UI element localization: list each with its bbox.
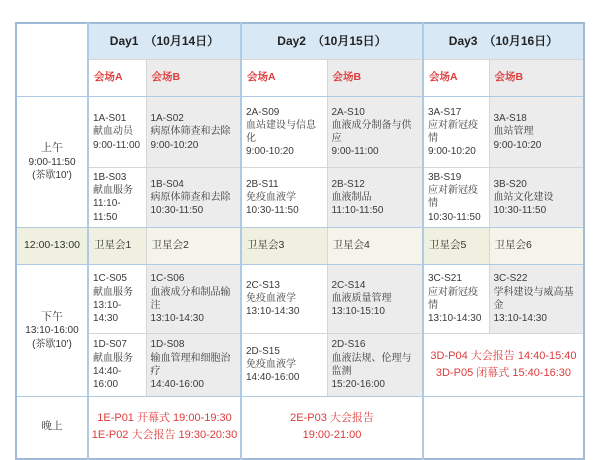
satellite-cell-6: 卫星会6 [489, 227, 584, 264]
closing-report-line: 3D-P04 大会报告 14:40-15:40 [430, 349, 577, 362]
session-title: 免疫血液学 [246, 359, 296, 371]
session-title: 病原体筛查和去除 [150, 126, 231, 138]
session-cell-3c-s22 [489, 264, 584, 333]
session-cell-1a-s01 [88, 97, 146, 168]
session-title: 输血管理和细胞治疗 [150, 352, 231, 377]
venue-b-header: 会场B [489, 60, 584, 97]
session-time: 14:40-16:00 [246, 372, 300, 384]
session-title: 病原体筛查和去除 [150, 191, 231, 203]
venue-a-header: 会场A [88, 60, 146, 97]
session-cell-1d-s08 [146, 333, 241, 396]
day3-header: Day3 （10月16日） [423, 23, 584, 60]
session-code: 1A-S01 [93, 113, 127, 125]
session-code: 1C-S06 [150, 273, 185, 285]
schedule-table [15, 22, 585, 460]
evening-row [16, 396, 584, 459]
time-label-afternoon [16, 264, 88, 396]
session-time: 10:30-11:50 [246, 204, 299, 216]
session-title: 血液成分制备与供应 [331, 119, 412, 144]
venue-header-row [16, 60, 584, 97]
venue-a-header: 会场A [423, 60, 489, 97]
session-time: 14:40-16:00 [150, 378, 204, 390]
session-time: 9:00-10:20 [246, 146, 294, 158]
venue-b-header: 会场B [327, 60, 423, 97]
day-header-row [16, 23, 584, 60]
venue-a-header: 会场A [241, 60, 327, 97]
session-code: 3A-S18 [493, 113, 527, 125]
session-time: 11:10-11:50 [331, 204, 384, 216]
satellite-cell-2: 卫星会2 [146, 227, 241, 264]
session-code: 2B-S11 [246, 178, 279, 190]
session-code: 1B-S04 [150, 178, 184, 190]
session-cell-3a-s18 [489, 97, 584, 168]
session-code: 2D-S16 [331, 339, 366, 351]
satellite-cell-4: 卫星会4 [327, 227, 423, 264]
time-label-range: 9:00-11:50 [28, 156, 76, 168]
session-title: 血站建设与信息化 [246, 119, 316, 144]
session-cell-1b-s03 [88, 168, 146, 228]
session-title: 献血服务 [93, 185, 133, 197]
session-code: 1B-S03 [93, 172, 127, 183]
session-code: 2D-S15 [246, 345, 280, 357]
session-time: 15:20-16:00 [331, 378, 385, 390]
closing-ceremony-line: 3D-P05 闭幕式 15:40-16:30 [435, 366, 572, 379]
session-time: 10:30-11:50 [428, 211, 481, 223]
session-cell-3c-s21 [423, 264, 489, 333]
satellite-cell-1: 卫星会1 [88, 227, 146, 264]
session-time: 11:10-11:50 [93, 198, 121, 223]
session-code: 3A-S17 [428, 106, 462, 118]
session-code: 3B-S20 [493, 178, 527, 190]
session-title: 血站文化建设 [493, 191, 554, 203]
plenary-report-line: 1E-P02 大会报告 19:30-20:30 [91, 429, 238, 442]
afternoon-row-2 [16, 333, 584, 396]
session-time: 9:00-10:20 [150, 139, 199, 151]
session-title: 献血服务 [93, 352, 133, 364]
morning-row-2 [16, 168, 584, 228]
session-code: 2C-S13 [246, 279, 280, 291]
evening-day3-cell [423, 396, 584, 459]
session-cell-2c-s13 [241, 264, 327, 333]
session-title: 血液制品 [331, 191, 372, 203]
session-code: 2B-S12 [331, 178, 365, 190]
session-title: 学科建设与威高基金 [493, 286, 574, 311]
session-code: 1D-S07 [93, 339, 127, 351]
satellite-cell-3: 卫星会3 [241, 227, 327, 264]
session-time: 10:30-11:50 [150, 204, 204, 216]
session-cell-3b-s19 [423, 168, 489, 228]
session-time: 13:10-14:30 [93, 299, 122, 324]
session-cell-2d-s15 [241, 333, 327, 396]
session-title: 血站管理 [493, 126, 534, 138]
plenary-report-line: 2E-P03 大会报告 [290, 412, 374, 425]
time-label-morning [16, 97, 88, 228]
session-title: 血液法规、伦理与监测 [331, 352, 412, 377]
time-label-text: 下午 [41, 310, 63, 323]
session-title: 献血动员 [93, 126, 133, 138]
time-label-text: 上午 [41, 142, 63, 155]
time-label-noon: 12:00-13:00 [16, 227, 88, 264]
session-cell-3a-s17 [423, 97, 489, 168]
session-cell-2a-s10 [327, 97, 423, 168]
session-time: 13:10-14:30 [493, 312, 547, 324]
time-label-note: (茶歇10') [32, 170, 72, 182]
session-title: 免疫血液学 [246, 191, 296, 203]
session-cell-3b-s20 [489, 168, 584, 228]
session-time: 13:10-14:30 [246, 306, 300, 318]
session-code: 1C-S05 [93, 273, 127, 285]
session-title: 应对新冠疫情 [428, 119, 478, 144]
session-time: 9:00-11:00 [93, 139, 141, 151]
session-code: 2A-S09 [246, 106, 280, 118]
session-code: 1D-S08 [150, 339, 185, 351]
session-time: 9:00-10:20 [493, 139, 542, 151]
session-cell-1c-s06 [146, 264, 241, 333]
day2-header: Day2 （10月15日） [241, 23, 423, 60]
session-title: 应对新冠疫情 [428, 286, 478, 311]
session-title: 献血服务 [93, 286, 133, 298]
corner-cell [16, 23, 88, 97]
satellite-row [16, 227, 584, 264]
session-code: 2A-S10 [331, 106, 365, 118]
evening-day2-cell [241, 396, 423, 459]
session-cell-2c-s14 [327, 264, 423, 333]
session-cell-1a-s02 [146, 97, 241, 168]
session-cell-1b-s04 [146, 168, 241, 228]
session-cell-2d-s16 [327, 333, 423, 396]
session-cell-2b-s12 [327, 168, 423, 228]
session-title: 血液质量管理 [331, 293, 392, 305]
session-cell-2b-s11 [241, 168, 327, 228]
session-code: 2C-S14 [331, 279, 366, 291]
session-code: 3C-S22 [493, 273, 528, 285]
opening-ceremony-line: 1E-P01 开幕式 19:00-19:30 [97, 412, 232, 425]
afternoon-row-1 [16, 264, 584, 333]
day3-closing-cell [423, 333, 584, 396]
session-time: 13:10-14:30 [150, 312, 204, 324]
session-time: 9:00-11:00 [331, 146, 379, 158]
session-cell-2a-s09 [241, 97, 327, 168]
session-title: 免疫血液学 [246, 293, 296, 305]
session-cell-1d-s07 [88, 333, 146, 396]
session-time: 13:10-15:10 [331, 306, 385, 318]
session-code: 1A-S02 [150, 113, 184, 125]
day1-header: Day1 （10月14日） [88, 23, 241, 60]
morning-row-1 [16, 97, 584, 168]
time-label-evening: 晚上 [16, 396, 88, 459]
plenary-report-time: 19:00-21:00 [302, 429, 362, 442]
time-label-note: (茶歇10') [32, 338, 72, 350]
time-label-range: 13:10-16:00 [25, 325, 79, 337]
session-code: 3B-S19 [428, 172, 462, 183]
evening-day1-cell [88, 396, 241, 459]
session-title: 应对新冠疫情 [428, 185, 478, 210]
session-title: 血液成分和制品输注 [150, 286, 231, 311]
satellite-cell-5: 卫星会5 [423, 227, 489, 264]
venue-b-header: 会场B [146, 60, 241, 97]
session-time: 10:30-11:50 [493, 204, 547, 216]
session-time: 9:00-10:20 [428, 146, 476, 158]
session-time: 13:10-14:30 [428, 312, 482, 324]
session-code: 3C-S21 [428, 273, 462, 285]
session-cell-1c-s05 [88, 264, 146, 333]
session-time: 14:40-16:00 [93, 365, 122, 390]
